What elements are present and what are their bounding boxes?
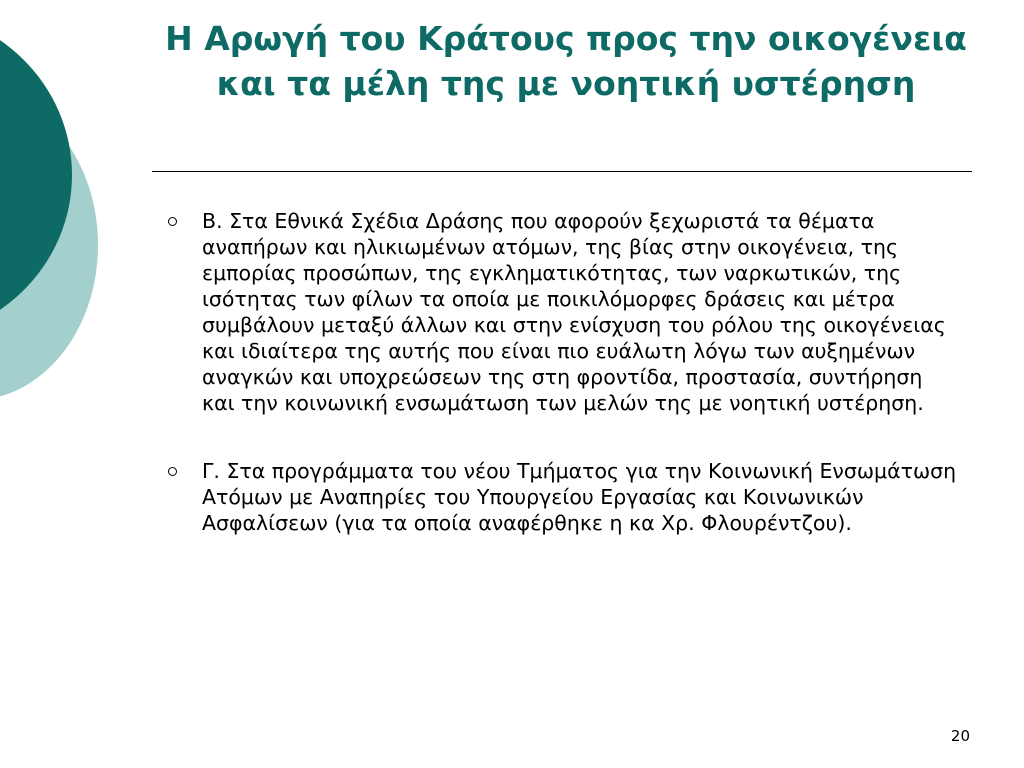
bullet-text-b: Β. Στα Εθνικά Σχέδια Δράσης που αφορούν ξεχωριστά τα θέματα αναπήρων και ηλικιωμένων ατόμων, της βίας στην οικογένεια, της εμπορίας προσώπων, της εγκληματικότητας, των ναρκωτικών, της ισότητας των φίλων τα οποία με ποικιλόμορφες δράσεις και μέτρα συμβάλουν μεταξύ άλλων και στην ενίσχυση του ρόλου της οικογένειας και ιδιαίτερα της αυτής που είναι πιο ευάλωτη λόγω των αυξημένων αναγκών και υποχρεώσεων της στη φροντίδα, προστασία, συντήρηση και την κοινωνική ενσωμάτωση των μελών της με νοητική υστέρηση. [202, 209, 946, 415]
bullet-list [160, 208, 960, 536]
hollow-circle-bullet-icon [168, 467, 177, 476]
title-divider [152, 171, 972, 172]
bullet-item-c [160, 458, 960, 536]
bullet-text-c: Γ. Στα προγράμματα του νέου Τμήματος για την Κοινωνική Ενσωμάτωση Ατόμων με Αναπηρίες του Υπουργείου Εργασίας και Κοινωνικών Ασφαλίσεων (για τα οποία αναφέρθηκε η κα Χρ. Φλουρέντζου). [202, 459, 957, 535]
bullet-item-b [160, 208, 960, 416]
slide-title: Η Αρωγή του Κράτους προς την οικογένεια και τα μέλη της με νοητική υστέρηση [165, 19, 967, 103]
page-number: 20 [950, 727, 970, 745]
hollow-circle-bullet-icon [168, 217, 177, 226]
